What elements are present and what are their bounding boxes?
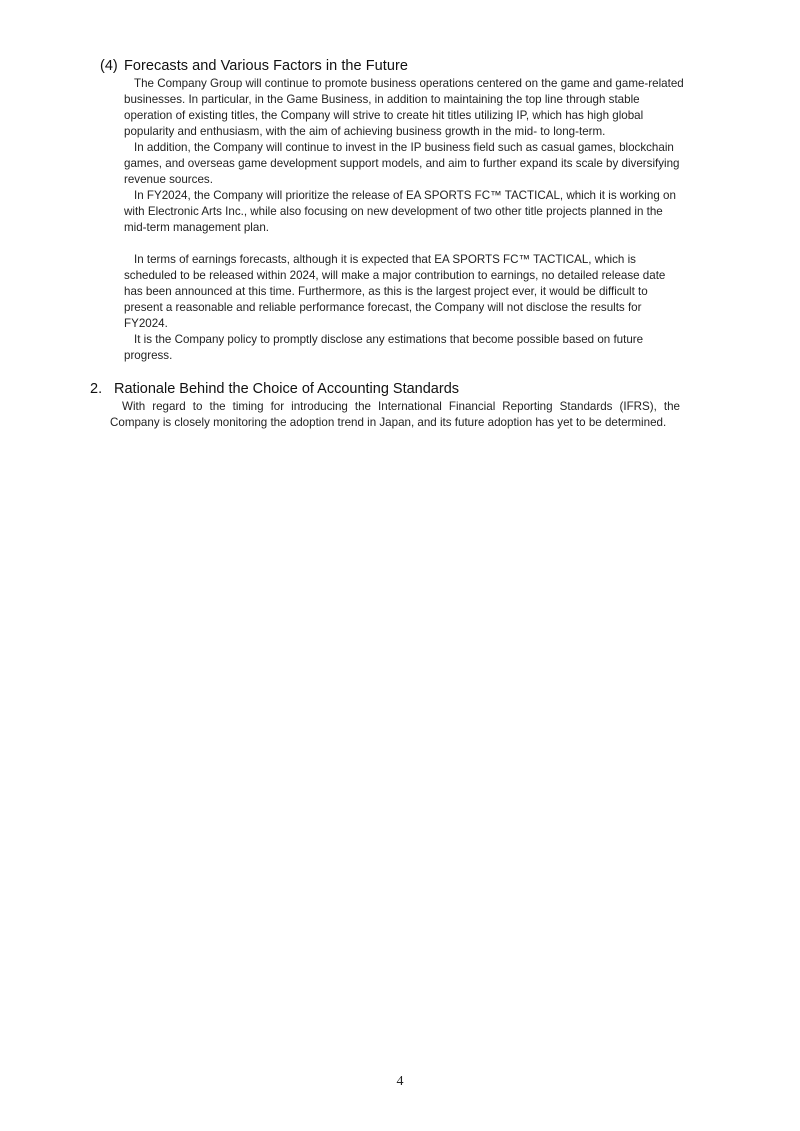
paragraph-business-operations: The Company Group will continue to promote business operations centered on the game and game-related businesses. In particular, in the Game Business, in addition to maintaining the top line through stable operation of existing titles, the Company will strive to create hit titles utilizing IP, which has high global popularity and enthusiasm, with the aim of achieving business growth in the mid- to long-term.: [124, 77, 684, 138]
page-number: 4: [396, 1074, 404, 1089]
subsection-title: Forecasts and Various Factors in the Future: [124, 58, 408, 74]
section-title: Rationale Behind the Choice of Accounting Standards: [114, 381, 460, 397]
forecasts-body-part-1: [124, 76, 684, 236]
paragraph-fy2024-priority: In FY2024, the Company will prioritize the release of EA SPORTS FC™ TACTICAL, which it is working on with Electronic Arts Inc., while also focusing on new development of two other title projects planned in the mid-term management plan.: [124, 189, 676, 234]
paragraph-ifrs-adoption: With regard to the timing for introducing the International Financial Reporting Standards (IFRS), the Company is closely monitoring the adoption trend in Japan, and its future adoption has yet to be determined.: [110, 400, 680, 429]
paragraph-ip-investment: In addition, the Company will continue to invest in the IP business field such as casual games, blockchain games, and overseas game development support models, and aim to further expand its scale by diversifying revenue sources.: [124, 141, 680, 186]
paragraph-earnings-forecast: In terms of earnings forecasts, although it is expected that EA SPORTS FC™ TACTICAL, which is scheduled to be released within 2024, will make a major contribution to earnings, no detailed release date has been announced at this time. Furthermore, as this is the largest project ever, it would be difficult to present a reasonable and reliable performance forecast, the Company will not disclose the results for FY2024.: [124, 253, 666, 330]
forecasts-body-part-2: [124, 252, 684, 364]
paragraph-disclosure-policy: It is the Company policy to promptly disclose any estimations that become possible based on future progress.: [124, 333, 644, 362]
section-number: 2.: [90, 381, 103, 397]
subsection-heading-forecasts: [100, 57, 408, 75]
subsection-number: (4): [100, 58, 118, 74]
section-heading-accounting-standards: [90, 380, 459, 398]
